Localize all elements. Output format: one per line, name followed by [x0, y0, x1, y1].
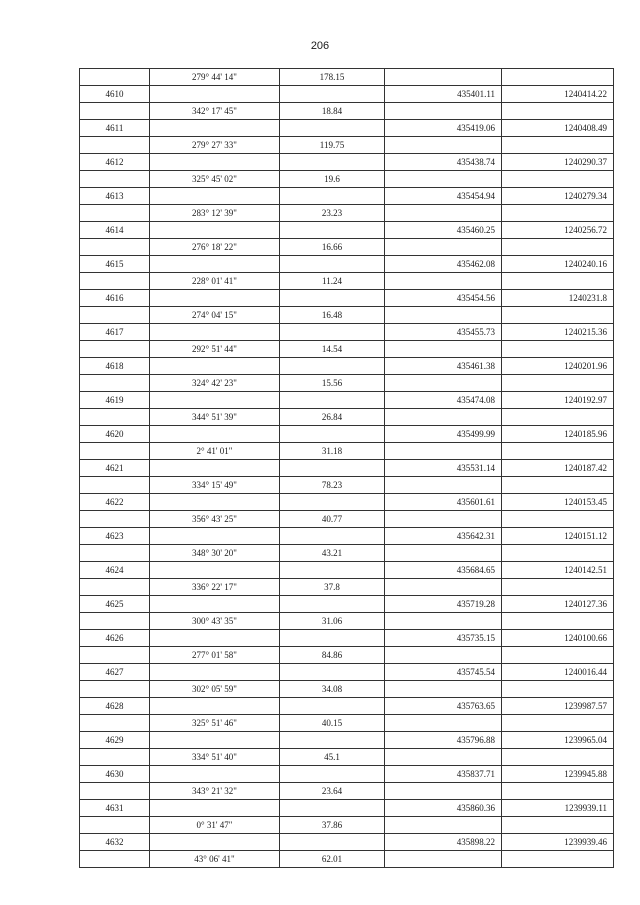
x-coordinate-cell: 435837.71: [385, 766, 502, 783]
y-coordinate-cell: [502, 307, 614, 324]
y-coordinate-cell: [502, 137, 614, 154]
distance-cell: 34.08: [280, 681, 385, 698]
x-coordinate-cell: 435438.74: [385, 154, 502, 171]
y-coordinate-cell: [502, 579, 614, 596]
station-row: [80, 732, 614, 749]
x-coordinate-cell: 435401.11: [385, 86, 502, 103]
station-cell: [80, 579, 150, 596]
bearing-cell: 279° 27' 33": [150, 137, 280, 154]
station-row: [80, 358, 614, 375]
leg-row: [80, 171, 614, 188]
distance-cell: 23.23: [280, 205, 385, 222]
distance-cell: [280, 732, 385, 749]
station-cell: 4620: [80, 426, 150, 443]
station-cell: [80, 69, 150, 86]
station-cell: [80, 205, 150, 222]
station-cell: 4616: [80, 290, 150, 307]
bearing-cell: [150, 732, 280, 749]
y-coordinate-cell: [502, 783, 614, 800]
station-cell: 4615: [80, 256, 150, 273]
station-cell: [80, 443, 150, 460]
bearing-cell: 334° 51' 40": [150, 749, 280, 766]
station-cell: 4630: [80, 766, 150, 783]
x-coordinate-cell: [385, 69, 502, 86]
y-coordinate-cell: 1239939.11: [502, 800, 614, 817]
station-row: [80, 188, 614, 205]
leg-row: [80, 409, 614, 426]
leg-row: [80, 681, 614, 698]
y-coordinate-cell: 1240192.97: [502, 392, 614, 409]
distance-cell: 40.77: [280, 511, 385, 528]
y-coordinate-cell: [502, 851, 614, 868]
station-cell: 4632: [80, 834, 150, 851]
y-coordinate-cell: [502, 409, 614, 426]
bearing-cell: [150, 324, 280, 341]
distance-cell: [280, 290, 385, 307]
x-coordinate-cell: [385, 851, 502, 868]
x-coordinate-cell: 435796.88: [385, 732, 502, 749]
bearing-cell: 325° 45' 02": [150, 171, 280, 188]
station-cell: [80, 715, 150, 732]
station-cell: 4631: [80, 800, 150, 817]
station-cell: 4613: [80, 188, 150, 205]
bearing-cell: [150, 86, 280, 103]
bearing-cell: 0° 31' 47": [150, 817, 280, 834]
y-coordinate-cell: [502, 205, 614, 222]
distance-cell: 78.23: [280, 477, 385, 494]
leg-row: [80, 443, 614, 460]
distance-cell: [280, 222, 385, 239]
x-coordinate-cell: [385, 205, 502, 222]
x-coordinate-cell: [385, 511, 502, 528]
y-coordinate-cell: 1240290.37: [502, 154, 614, 171]
station-cell: [80, 171, 150, 188]
x-coordinate-cell: 435531.14: [385, 460, 502, 477]
station-row: [80, 630, 614, 647]
station-cell: [80, 409, 150, 426]
distance-cell: 31.06: [280, 613, 385, 630]
x-coordinate-cell: 435462.08: [385, 256, 502, 273]
bearing-cell: 334° 15' 49": [150, 477, 280, 494]
bearing-cell: [150, 800, 280, 817]
distance-cell: 119.75: [280, 137, 385, 154]
y-coordinate-cell: [502, 681, 614, 698]
station-cell: [80, 851, 150, 868]
x-coordinate-cell: 435684.65: [385, 562, 502, 579]
distance-cell: [280, 766, 385, 783]
leg-row: [80, 783, 614, 800]
y-coordinate-cell: 1240187.42: [502, 460, 614, 477]
bearing-cell: 2° 41' 01": [150, 443, 280, 460]
station-row: [80, 528, 614, 545]
leg-row: [80, 69, 614, 86]
station-cell: [80, 545, 150, 562]
x-coordinate-cell: 435460.25: [385, 222, 502, 239]
leg-row: [80, 103, 614, 120]
x-coordinate-cell: 435499.99: [385, 426, 502, 443]
distance-cell: 18.84: [280, 103, 385, 120]
x-coordinate-cell: 435461.38: [385, 358, 502, 375]
distance-cell: 23.64: [280, 783, 385, 800]
y-coordinate-cell: [502, 749, 614, 766]
bearing-cell: [150, 562, 280, 579]
distance-cell: 178.15: [280, 69, 385, 86]
station-cell: [80, 613, 150, 630]
y-coordinate-cell: [502, 511, 614, 528]
bearing-cell: 276° 18' 22": [150, 239, 280, 256]
distance-cell: [280, 664, 385, 681]
bearing-cell: [150, 664, 280, 681]
station-cell: [80, 239, 150, 256]
leg-row: [80, 205, 614, 222]
station-cell: 4629: [80, 732, 150, 749]
bearing-cell: 302° 05' 59": [150, 681, 280, 698]
x-coordinate-cell: [385, 307, 502, 324]
distance-cell: 45.1: [280, 749, 385, 766]
station-cell: [80, 137, 150, 154]
station-row: [80, 800, 614, 817]
leg-row: [80, 511, 614, 528]
y-coordinate-cell: [502, 613, 614, 630]
bearing-cell: [150, 494, 280, 511]
distance-cell: 16.48: [280, 307, 385, 324]
bearing-cell: 343° 21' 32": [150, 783, 280, 800]
y-coordinate-cell: 1240408.49: [502, 120, 614, 137]
leg-row: [80, 137, 614, 154]
distance-cell: [280, 596, 385, 613]
distance-cell: 15.56: [280, 375, 385, 392]
distance-cell: [280, 630, 385, 647]
x-coordinate-cell: [385, 647, 502, 664]
bearing-cell: 324° 42' 23": [150, 375, 280, 392]
distance-cell: 62.01: [280, 851, 385, 868]
y-coordinate-cell: 1240142.51: [502, 562, 614, 579]
y-coordinate-cell: [502, 477, 614, 494]
station-cell: [80, 647, 150, 664]
x-coordinate-cell: [385, 409, 502, 426]
bearing-cell: 292° 51' 44": [150, 341, 280, 358]
x-coordinate-cell: [385, 783, 502, 800]
station-cell: [80, 273, 150, 290]
station-cell: 4624: [80, 562, 150, 579]
distance-cell: [280, 494, 385, 511]
y-coordinate-cell: [502, 273, 614, 290]
distance-cell: [280, 86, 385, 103]
x-coordinate-cell: [385, 477, 502, 494]
bearing-cell: [150, 154, 280, 171]
distance-cell: 19.6: [280, 171, 385, 188]
distance-cell: [280, 460, 385, 477]
station-row: [80, 494, 614, 511]
station-row: [80, 256, 614, 273]
station-cell: 4611: [80, 120, 150, 137]
bearing-cell: 228° 01' 41": [150, 273, 280, 290]
x-coordinate-cell: 435601.61: [385, 494, 502, 511]
distance-cell: [280, 392, 385, 409]
bearing-cell: 336° 22' 17": [150, 579, 280, 596]
x-coordinate-cell: [385, 375, 502, 392]
distance-cell: [280, 358, 385, 375]
y-coordinate-cell: 1240231.8: [502, 290, 614, 307]
station-row: [80, 392, 614, 409]
bearing-cell: [150, 222, 280, 239]
station-row: [80, 766, 614, 783]
station-row: [80, 324, 614, 341]
y-coordinate-cell: [502, 171, 614, 188]
x-coordinate-cell: 435454.94: [385, 188, 502, 205]
y-coordinate-cell: 1239965.04: [502, 732, 614, 749]
station-cell: [80, 103, 150, 120]
distance-cell: 37.86: [280, 817, 385, 834]
bearing-cell: [150, 392, 280, 409]
leg-row: [80, 341, 614, 358]
leg-row: [80, 307, 614, 324]
station-cell: [80, 783, 150, 800]
station-row: [80, 222, 614, 239]
bearing-cell: 342° 17' 45": [150, 103, 280, 120]
station-cell: 4618: [80, 358, 150, 375]
bearing-cell: [150, 630, 280, 647]
y-coordinate-cell: 1240127.36: [502, 596, 614, 613]
x-coordinate-cell: 435735.15: [385, 630, 502, 647]
distance-cell: 37.8: [280, 579, 385, 596]
y-coordinate-cell: 1240100.66: [502, 630, 614, 647]
x-coordinate-cell: 435745.54: [385, 664, 502, 681]
y-coordinate-cell: [502, 443, 614, 460]
leg-row: [80, 613, 614, 630]
bearing-cell: [150, 596, 280, 613]
bearing-cell: [150, 460, 280, 477]
station-cell: [80, 477, 150, 494]
distance-cell: [280, 324, 385, 341]
y-coordinate-cell: 1239945.88: [502, 766, 614, 783]
y-coordinate-cell: 1240201.96: [502, 358, 614, 375]
bearing-cell: 279° 44' 14": [150, 69, 280, 86]
x-coordinate-cell: [385, 579, 502, 596]
station-cell: [80, 681, 150, 698]
distance-cell: [280, 800, 385, 817]
distance-cell: 31.18: [280, 443, 385, 460]
y-coordinate-cell: [502, 239, 614, 256]
distance-cell: [280, 528, 385, 545]
station-cell: 4621: [80, 460, 150, 477]
survey-table-body: [80, 69, 614, 868]
x-coordinate-cell: [385, 171, 502, 188]
x-coordinate-cell: [385, 273, 502, 290]
leg-row: [80, 579, 614, 596]
y-coordinate-cell: [502, 715, 614, 732]
station-cell: 4626: [80, 630, 150, 647]
distance-cell: 84.86: [280, 647, 385, 664]
station-cell: 4619: [80, 392, 150, 409]
bearing-cell: 325° 51' 46": [150, 715, 280, 732]
station-cell: 4612: [80, 154, 150, 171]
station-row: [80, 86, 614, 103]
station-cell: 4610: [80, 86, 150, 103]
y-coordinate-cell: 1240279.34: [502, 188, 614, 205]
station-row: [80, 698, 614, 715]
bearing-cell: 277° 01' 58": [150, 647, 280, 664]
bearing-cell: [150, 834, 280, 851]
bearing-cell: 274° 04' 15": [150, 307, 280, 324]
y-coordinate-cell: [502, 375, 614, 392]
bearing-cell: [150, 188, 280, 205]
station-row: [80, 460, 614, 477]
leg-row: [80, 273, 614, 290]
bearing-cell: [150, 528, 280, 545]
bearing-cell: [150, 426, 280, 443]
station-cell: 4625: [80, 596, 150, 613]
distance-cell: 40.15: [280, 715, 385, 732]
leg-row: [80, 715, 614, 732]
leg-row: [80, 239, 614, 256]
distance-cell: [280, 256, 385, 273]
bearing-cell: 43° 06' 41": [150, 851, 280, 868]
bearing-cell: [150, 290, 280, 307]
x-coordinate-cell: 435474.08: [385, 392, 502, 409]
bearing-cell: 344° 51' 39": [150, 409, 280, 426]
leg-row: [80, 817, 614, 834]
station-cell: 4617: [80, 324, 150, 341]
x-coordinate-cell: 435455.73: [385, 324, 502, 341]
y-coordinate-cell: [502, 69, 614, 86]
bearing-cell: 356° 43' 25": [150, 511, 280, 528]
bearing-cell: [150, 256, 280, 273]
x-coordinate-cell: [385, 545, 502, 562]
x-coordinate-cell: [385, 137, 502, 154]
leg-row: [80, 851, 614, 868]
y-coordinate-cell: [502, 341, 614, 358]
distance-cell: [280, 426, 385, 443]
distance-cell: 11.24: [280, 273, 385, 290]
x-coordinate-cell: [385, 613, 502, 630]
bearing-cell: [150, 698, 280, 715]
distance-cell: [280, 120, 385, 137]
y-coordinate-cell: [502, 103, 614, 120]
y-coordinate-cell: 1240151.12: [502, 528, 614, 545]
station-row: [80, 154, 614, 171]
y-coordinate-cell: [502, 817, 614, 834]
leg-row: [80, 545, 614, 562]
x-coordinate-cell: [385, 103, 502, 120]
station-cell: [80, 341, 150, 358]
station-cell: 4622: [80, 494, 150, 511]
x-coordinate-cell: 435419.06: [385, 120, 502, 137]
distance-cell: [280, 562, 385, 579]
bearing-cell: 348° 30' 20": [150, 545, 280, 562]
x-coordinate-cell: [385, 239, 502, 256]
bearing-cell: [150, 766, 280, 783]
station-cell: [80, 375, 150, 392]
distance-cell: [280, 154, 385, 171]
y-coordinate-cell: 1240153.45: [502, 494, 614, 511]
x-coordinate-cell: 435642.31: [385, 528, 502, 545]
bearing-cell: [150, 120, 280, 137]
bearing-cell: 283° 12' 39": [150, 205, 280, 222]
x-coordinate-cell: 435860.36: [385, 800, 502, 817]
y-coordinate-cell: 1239987.57: [502, 698, 614, 715]
distance-cell: [280, 188, 385, 205]
x-coordinate-cell: [385, 443, 502, 460]
distance-cell: [280, 834, 385, 851]
x-coordinate-cell: 435454.56: [385, 290, 502, 307]
distance-cell: [280, 698, 385, 715]
x-coordinate-cell: 435898.22: [385, 834, 502, 851]
y-coordinate-cell: 1240256.72: [502, 222, 614, 239]
x-coordinate-cell: [385, 817, 502, 834]
y-coordinate-cell: 1240240.16: [502, 256, 614, 273]
leg-row: [80, 647, 614, 664]
station-cell: [80, 307, 150, 324]
station-row: [80, 426, 614, 443]
distance-cell: 14.54: [280, 341, 385, 358]
station-cell: 4627: [80, 664, 150, 681]
station-row: [80, 290, 614, 307]
station-row: [80, 120, 614, 137]
y-coordinate-cell: 1239939.46: [502, 834, 614, 851]
station-cell: 4628: [80, 698, 150, 715]
station-cell: 4623: [80, 528, 150, 545]
leg-row: [80, 477, 614, 494]
distance-cell: 26.84: [280, 409, 385, 426]
x-coordinate-cell: 435719.28: [385, 596, 502, 613]
bearing-cell: 300° 43' 35": [150, 613, 280, 630]
leg-row: [80, 749, 614, 766]
x-coordinate-cell: [385, 681, 502, 698]
bearing-cell: [150, 358, 280, 375]
y-coordinate-cell: 1240215.36: [502, 324, 614, 341]
page-number: 206: [310, 40, 330, 52]
station-row: [80, 664, 614, 681]
leg-row: [80, 375, 614, 392]
distance-cell: 16.66: [280, 239, 385, 256]
distance-cell: 43.21: [280, 545, 385, 562]
y-coordinate-cell: [502, 545, 614, 562]
x-coordinate-cell: [385, 715, 502, 732]
x-coordinate-cell: [385, 341, 502, 358]
station-cell: [80, 817, 150, 834]
station-cell: [80, 749, 150, 766]
station-cell: 4614: [80, 222, 150, 239]
station-cell: [80, 511, 150, 528]
y-coordinate-cell: 1240414.22: [502, 86, 614, 103]
y-coordinate-cell: [502, 647, 614, 664]
station-row: [80, 596, 614, 613]
station-row: [80, 834, 614, 851]
x-coordinate-cell: [385, 749, 502, 766]
survey-coordinate-table: [79, 68, 614, 868]
x-coordinate-cell: 435763.65: [385, 698, 502, 715]
y-coordinate-cell: 1240185.96: [502, 426, 614, 443]
y-coordinate-cell: 1240016.44: [502, 664, 614, 681]
station-row: [80, 562, 614, 579]
